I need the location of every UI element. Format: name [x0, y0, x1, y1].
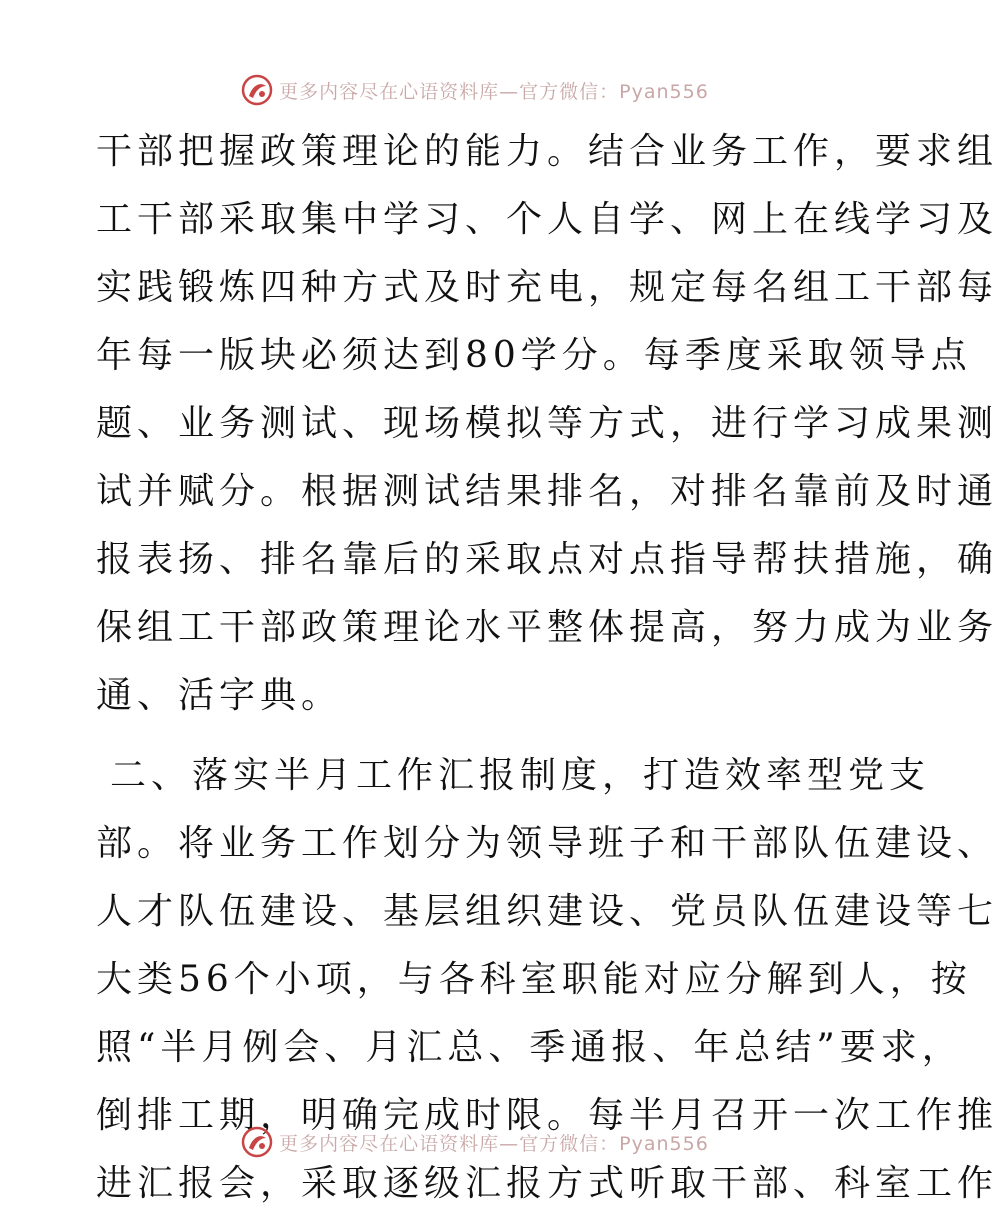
text-line: 进汇报会，采取逐级汇报方式听取干部、科室工作 — [96, 1163, 998, 1204]
text-line: 工干部采取集中学习、个人自学、网上在线学习及 — [96, 199, 998, 240]
text-line: 保组工干部政策理论水平整体提高，努力成为业务 — [96, 607, 998, 648]
text-line: 人才队伍建设、基层组织建设、党员队伍建设等七 — [96, 891, 998, 932]
watermark-text: 更多内容尽在心语资料库—官方微信：Pyan556 — [279, 80, 709, 103]
text-line: 部。将业务工作划分为领导班子和干部队伍建设、 — [96, 823, 998, 864]
text-line: 题、业务测试、现场模拟等方式，进行学习成果测 — [96, 403, 998, 444]
document-body — [96, 118, 998, 1218]
header-watermark — [0, 70, 950, 110]
text-line: 报表扬、排名靠后的采取点对点指导帮扶措施，确 — [96, 539, 998, 580]
text-line: 倒排工期，明确完成时限。每半月召开一次工作推 — [96, 1095, 998, 1136]
watermark-text: 更多内容尽在心语资料库—官方微信：Pyan556 — [279, 1132, 709, 1155]
text-line: 年每一版块必须达到80学分。每季度采取领导点 — [96, 335, 972, 376]
footer-watermark — [0, 1122, 950, 1162]
text-line: 照“半月例会、月汇总、季通报、年总结”要求， — [96, 1027, 963, 1068]
brand-logo-icon — [241, 74, 273, 106]
paragraph-spacer — [96, 730, 856, 742]
text-line: 干部把握政策理论的能力。结合业务工作，要求组 — [96, 131, 998, 172]
text-line: 大类56个小项，与各科室职能对应分解到人，按 — [96, 959, 972, 1000]
text-line: 通、活字典。 — [96, 675, 343, 716]
brand-logo-icon — [241, 1126, 273, 1158]
text-line: 试并赋分。根据测试结果排名，对排名靠前及时通 — [96, 471, 998, 512]
section-heading-line: 二、落实半月工作汇报制度，打造效率型党支 — [110, 755, 931, 796]
paragraph-1 — [96, 118, 998, 730]
text-line: 实践锻炼四种方式及时充电，规定每名组工干部每 — [96, 267, 998, 308]
